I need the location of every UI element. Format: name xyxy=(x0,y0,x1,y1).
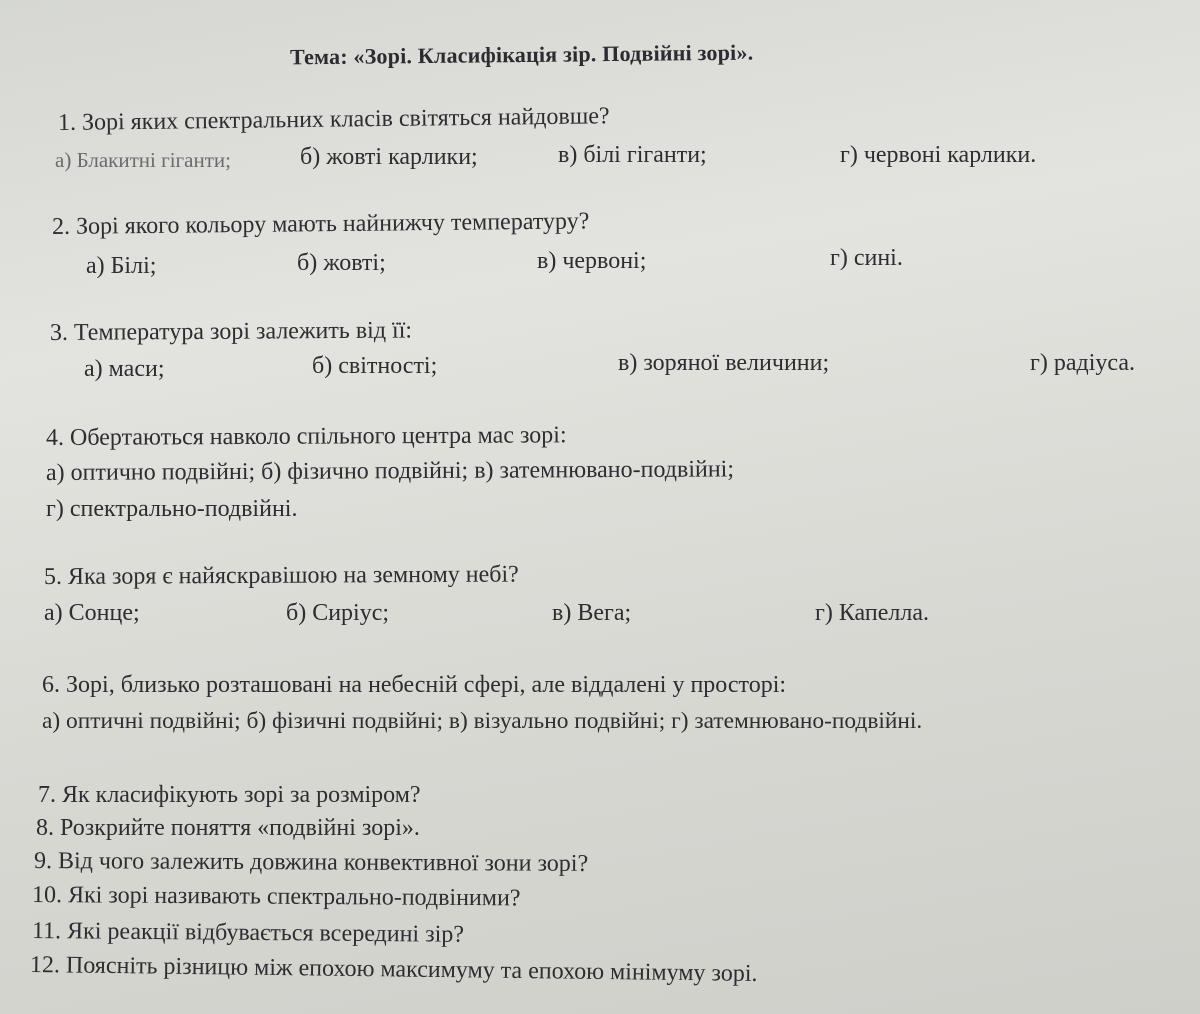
question-4-options-line-1: а) оптично подвійні; б) фізично подвійні; в) затемнювано-подвійні; xyxy=(45,456,735,486)
question-5-option-b: б) Сиріус; xyxy=(286,600,390,626)
question-5-text: 5. Яка зоря є найяскравішою на земному небі? xyxy=(43,561,519,590)
question-5-option-d: г) Капелла. xyxy=(815,600,929,626)
question-1-option-a: а) Блакитні гіганти; xyxy=(55,148,231,172)
question-3-option-c: в) зоряної величини; xyxy=(618,350,830,376)
open-question-12: 12. Поясніть різницю між епохою максимуму та епохою мінімуму зорі. xyxy=(29,952,758,987)
question-1-option-d: г) червоні карлики. xyxy=(840,142,1037,168)
question-2-option-a: а) Білі; xyxy=(86,253,157,279)
question-4-text: 4. Обертаються навколо спільного центра мас зорі: xyxy=(45,422,567,451)
question-2-option-d: г) сині. xyxy=(830,245,903,271)
question-2-option-b: б) жовті; xyxy=(297,250,386,276)
question-1-option-b: б) жовті карлики; xyxy=(300,144,478,170)
question-6-text: 6. Зорі, близько розташовані на небесній сфері, але віддалені у просторі: xyxy=(42,672,787,698)
question-2-option-c: в) червоні; xyxy=(537,248,647,274)
open-question-11: 11. Які реакції відбувається всередині зір? xyxy=(31,918,465,948)
open-question-9: 9. Від чого залежить довжина конвективної зони зорі? xyxy=(33,848,589,877)
question-5-option-c: в) Вега; xyxy=(552,600,632,626)
question-3-option-a: а) маси; xyxy=(84,356,165,382)
question-5-option-a: а) Сонце; xyxy=(44,600,140,626)
page-title: Тема: «Зорі. Класифікація зір. Подвійні зорі». xyxy=(289,39,754,70)
question-3-text: 3. Температура зорі залежить від її: xyxy=(49,317,413,346)
question-3-option-b: б) світності; xyxy=(312,353,438,379)
question-2-text: 2. Зорі якого кольору мають найнижчу температуру? xyxy=(51,208,590,240)
open-question-7: 7. Як класифікують зорі за розміром? xyxy=(38,782,421,808)
question-6-options-line-1: а) оптичні подвійні; б) фізичні подвійні; в) візуально подвійні; г) затемнювано-подвійні. xyxy=(42,708,923,734)
question-3-option-d: г) радіуса. xyxy=(1030,350,1135,376)
open-question-10: 10. Які зорі називають спектрально-подвіними? xyxy=(31,882,521,912)
question-1-option-c: в) білі гіганти; xyxy=(558,142,707,168)
question-1-text: 1. Зорі яких спектральних класів світяться найдовше? xyxy=(57,103,610,136)
open-question-8: 8. Розкрийте поняття «подвійні зорі». xyxy=(36,815,420,841)
question-4-options-line-2: г) спектрально-подвійні. xyxy=(46,496,298,522)
